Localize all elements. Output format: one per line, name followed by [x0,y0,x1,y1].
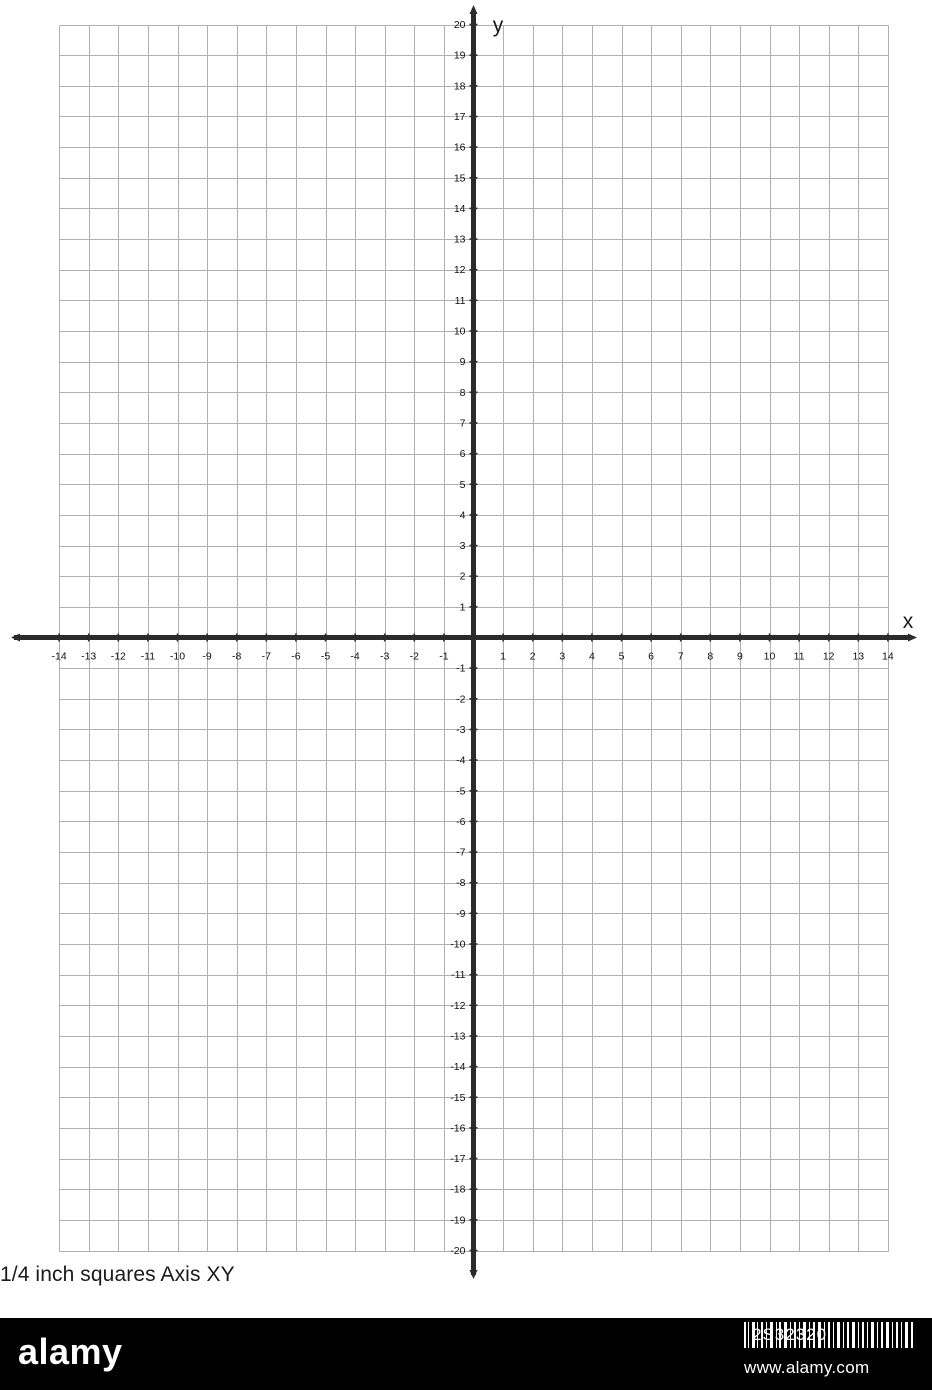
page-caption: 1/4 inch squares Axis XY [0,1263,235,1286]
x-tick-label: -3 [380,650,390,663]
y-tick-label: 11 [454,294,466,307]
x-tick-label: 2 [529,650,536,663]
x-axis-label: x [902,610,914,633]
x-tick-label: 9 [736,650,743,663]
y-tick-label: -11 [451,969,466,982]
y-tick-label: -2 [456,693,466,706]
y-tick-label: 20 [453,19,466,31]
y-tick-label: 1 [459,601,466,614]
x-tick-label: 1 [500,650,507,663]
x-tick-label: 10 [763,650,776,663]
x-tick-label: 8 [707,650,714,663]
y-tick-label: 17 [453,110,466,123]
y-tick-label: -15 [450,1091,466,1104]
y-tick-label: 15 [453,172,466,185]
y-tick-label: -4 [456,754,466,767]
y-tick-label: -6 [456,815,466,828]
x-tick-label: -13 [81,650,97,663]
x-tick-label: -4 [350,650,360,663]
y-tick-label: 5 [459,478,466,491]
y-tick-label: -12 [450,999,466,1012]
y-tick-label: -3 [456,723,466,736]
y-tick-label: 8 [459,386,466,399]
y-tick-label: 7 [459,417,466,430]
y-tick-label: 9 [459,356,466,369]
y-tick-label: -13 [450,1030,466,1043]
y-tick-label: 12 [453,264,466,277]
y-tick-label: -1 [456,662,466,675]
y-tick-label: 3 [459,540,466,553]
x-tick-label: -7 [261,650,271,663]
y-tick-label: 13 [453,233,466,246]
alamy-logo: alamy [18,1331,123,1372]
x-tick-label: -11 [140,650,156,663]
y-tick-label: 2 [459,570,466,583]
x-tick-label: 13 [852,650,865,663]
y-tick-label: 10 [453,325,466,338]
y-tick-label: -19 [450,1214,466,1227]
y-tick-label: -7 [456,846,466,859]
x-tick-label: -2 [409,650,419,663]
alamy-url: www.alamy.com [744,1358,870,1377]
x-tick-label: 7 [677,650,684,663]
x-tick-label: -10 [169,650,186,663]
x-tick-label: 14 [882,650,894,663]
x-tick-label: 12 [822,650,835,663]
x-tick-label: 4 [588,650,595,663]
y-tick-label: 14 [453,202,466,215]
y-axis-label: y [492,14,504,37]
y-tick-label: -8 [456,877,466,890]
x-tick-label: -5 [320,650,331,663]
x-tick-label: -8 [232,650,242,663]
y-tick-label: -18 [450,1183,466,1196]
y-tick-label: 16 [453,141,466,154]
y-tick-label: -14 [450,1061,466,1074]
y-tick-label: 6 [459,448,466,461]
x-tick-label: 11 [793,650,805,663]
x-tick-label: -9 [202,650,212,663]
x-tick-label: 3 [559,650,566,663]
y-tick-label: -17 [450,1153,466,1166]
y-tick-label: -10 [450,938,466,951]
y-tick-label: -20 [450,1245,466,1257]
x-tick-label: -6 [291,650,301,663]
y-tick-label: 18 [453,80,466,93]
x-tick-label: 6 [648,650,655,663]
y-tick-label: 19 [453,49,466,62]
alamy-image-id: 2S32320 [752,1325,828,1344]
y-tick-label: 4 [459,509,466,522]
y-tick-label: -16 [450,1122,466,1135]
x-tick-label: -12 [110,650,126,663]
x-tick-label: -1 [439,650,449,663]
x-tick-label: 5 [618,650,625,663]
x-tick-label: -14 [51,650,67,663]
y-tick-label: -5 [456,785,466,798]
y-tick-label: -9 [456,907,466,920]
